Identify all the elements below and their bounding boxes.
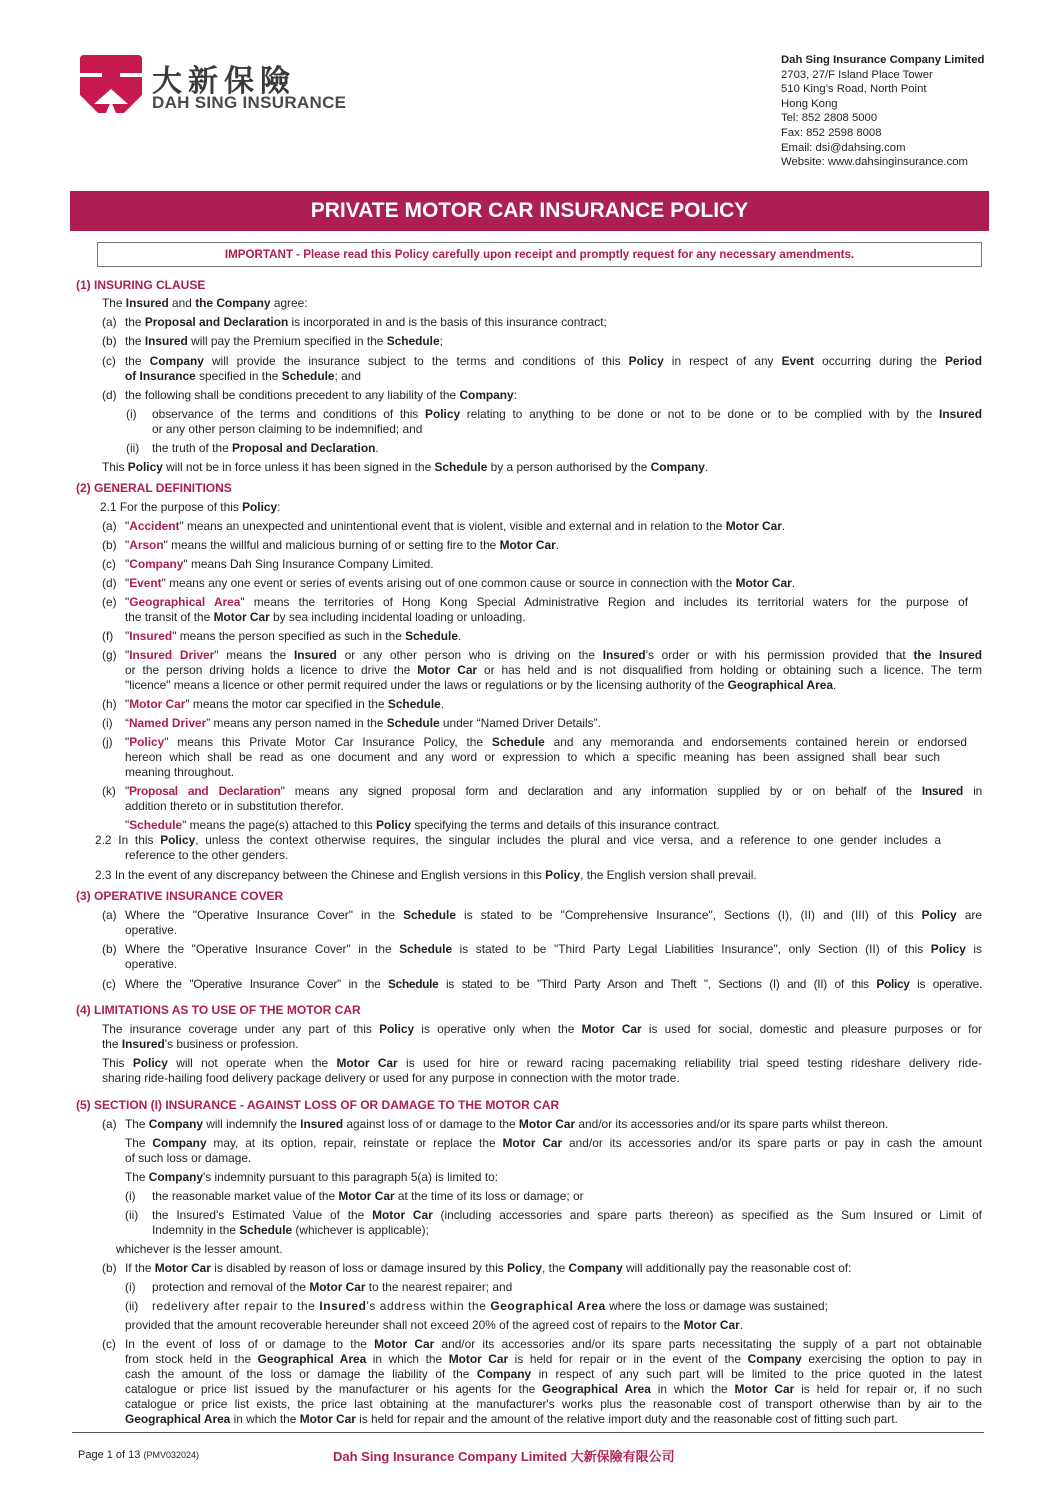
item-label: (b): [102, 538, 117, 552]
clause-text: or any other person claiming to be indemnified; and: [152, 422, 423, 436]
item-label: (a): [102, 315, 117, 329]
item-label: (c): [102, 354, 116, 368]
definition-motor-car: "Motor Car" means the motor car specified in the Schedule.: [125, 697, 445, 711]
clause-text: The Insured and the Company agree:: [102, 296, 308, 310]
clause-text: the Insured's business or profession.: [102, 1037, 299, 1051]
page-number: Page 1 of 13 (PMV032024): [78, 1449, 199, 1461]
clause-text: "licence" means a licence or other permit required under the laws or regulations or by the licensing authority of the Geographical Area.: [125, 678, 837, 692]
dah-sing-logo-icon: [80, 55, 142, 113]
footer-company-name: Dah Sing Insurance Company Limited 大新保險有限公司: [333, 1449, 675, 1464]
item-label: (b): [102, 1261, 117, 1275]
clause-text: operative.: [125, 923, 178, 937]
definition-insured-driver: "Insured Driver" means the Insured or any other person who is driving on the Insured's order or with his permission provided that the Insured: [125, 648, 982, 662]
address-line: 510 King’s Road, North Point: [781, 83, 927, 96]
clause-text: reference to the other genders.: [125, 848, 289, 862]
clause-text: 2.3 In the event of any discrepancy between the Chinese and English versions in this Policy, the English version shall prevail.: [95, 868, 757, 882]
clause-text: The Company will indemnify the Insured against loss of or damage to the Motor Car and/or its accessories and/or its spare parts whilst thereon.: [125, 1117, 889, 1131]
clause-text: the Insured's Estimated Value of the Motor Car (including accessories and spare parts thereon) as specified as the Sum Insured or Limit of: [152, 1208, 982, 1222]
clause-text: Where the "Operative Insurance Cover" in the Schedule is stated to be "Third Party Legal Liabilities Insurance", only Section (II) of this Policy is: [125, 942, 982, 956]
clause-text: protection and removal of the Motor Car to the nearest repairer; and: [152, 1280, 513, 1294]
item-label: (g): [102, 648, 117, 662]
clause-text: Where the "Operative Insurance Cover" in the Schedule is stated to be "Comprehensive Insurance", Sections (I), (II) and (III) of this Policy are: [125, 908, 982, 922]
clause-text: whichever is the lesser amount.: [116, 1242, 283, 1256]
section-2-heading: (2) GENERAL DEFINITIONS: [76, 481, 232, 495]
clause-text: the reasonable market value of the Motor Car at the time of its loss or damage; or: [152, 1189, 584, 1203]
definition-named-driver: “Named Driver” means any person named in the Schedule under “Named Driver Details”.: [125, 716, 601, 730]
clause-text: from stock held in the Geographical Area in which the Motor Car is held for repair or in the event of the Company exercising the option to pay in: [125, 1352, 983, 1366]
clause-text: This Policy will not operate when the Motor Car is used for hire or reward racing pacemaking reliability trial speed testing rideshare delivery ride-: [102, 1056, 982, 1070]
clause-text: redelivery after repair to the Insured's address within the Geographical Area where the loss or damage was sustained;: [152, 1299, 828, 1313]
policy-title: PRIVATE MOTOR CAR INSURANCE POLICY: [70, 191, 989, 231]
definition-insured: "Insured" means the person specified as such in the Schedule.: [125, 629, 462, 643]
clause-text: the transit of the Motor Car by sea including incidental loading or unloading.: [125, 610, 526, 624]
clause-text: In the event of loss of or damage to the Motor Car and/or its accessories and/or its spare parts necessitating the supply of a part not obtainable: [125, 1337, 982, 1351]
clause-text: Indemnity in the Schedule (whichever is applicable);: [152, 1223, 429, 1237]
clause-text: Geographical Area in which the Motor Car is held for repair and the amount of the relative import duty and the reasonable cost of fitting such part.: [125, 1412, 898, 1426]
clause-text: meaning throughout.: [125, 765, 235, 779]
logo-chinese-name: 大新保險: [152, 64, 296, 99]
definition-arson: "Arson" means the willful and malicious burning of or setting fire to the Motor Car.: [125, 538, 560, 552]
item-label: (a): [102, 519, 117, 533]
clause-text: of Insurance specified in the Schedule; and: [125, 369, 361, 383]
item-label: (c): [102, 1337, 116, 1351]
company-name: Dah Sing Insurance Company Limited: [781, 54, 985, 66]
item-label: (c): [102, 977, 116, 991]
logo-english-name: DAH SING INSURANCE: [152, 93, 347, 112]
section-3-heading: (3) OPERATIVE INSURANCE COVER: [76, 889, 284, 903]
clause-text: 2.1 For the purpose of this Policy:: [100, 500, 281, 514]
clause-text: catalogue or price list exists, the price last obtaining at the manufacturer's works plus the reasonable cost of transport otherwise than by air to the: [125, 1397, 982, 1411]
important-notice: IMPORTANT - Please read this Policy carefully upon receipt and promptly request for any necessary amendments.: [97, 242, 982, 267]
clause-text: of such loss or damage.: [125, 1151, 252, 1165]
item-label: (i): [102, 716, 113, 730]
clause-text: addition thereto or in substitution therefor.: [125, 799, 344, 813]
form-code: (PMV032024): [143, 1450, 199, 1460]
definition-company: "Company" means Dah Sing Insurance Company Limited.: [125, 557, 434, 571]
item-label: (j): [102, 735, 113, 749]
item-label: (ii): [125, 1208, 139, 1222]
item-label: (ii): [126, 441, 140, 455]
item-label: (k): [102, 784, 116, 798]
clause-text: hereon which shall be read as one document and any word or expression to which a specific meaning has been assigned shall bear such: [125, 750, 940, 764]
item-label: (ii): [125, 1299, 139, 1313]
clause-text: catalogue or price list issued by the manufacturer or his agents for the Geographical Area in which the Motor Car is held for repair or, if no such: [125, 1382, 983, 1396]
address-line: 2703, 27/F Island Place Tower: [781, 68, 933, 81]
item-label: (b): [102, 942, 117, 956]
item-label: (c): [102, 557, 116, 571]
item-label: (d): [102, 576, 117, 590]
email: Email: dsi@dahsing.com: [781, 141, 906, 154]
clause-text: The insurance coverage under any part of this Policy is operative only when the Motor Car is used for social, domestic and pleasure purposes or for: [102, 1022, 983, 1036]
item-label: (i): [125, 1280, 136, 1294]
item-label: (a): [102, 1117, 117, 1131]
clause-text: the truth of the Proposal and Declaration.: [152, 441, 379, 455]
definition-proposal: "Proposal and Declaration" means any signed proposal form and declaration and any information supplied by or on behalf of the Insured in: [125, 784, 982, 798]
clause-text: the Proposal and Declaration is incorporated in and is the basis of this insurance contract;: [125, 315, 607, 329]
section-1-heading: (1) INSURING CLAUSE: [76, 278, 206, 292]
clause-text: observance of the terms and conditions of this Policy relating to anything to be done or not to be done or to be complied with by the Insured: [152, 407, 982, 421]
clause-text: The Company may, at its option, repair, reinstate or replace the Motor Car and/or its accessories and/or its spare parts or pay in cash the amount: [125, 1136, 983, 1150]
section-5-heading: (5) SECTION (I) INSURANCE - AGAINST LOSS OF OR DAMAGE TO THE MOTOR CAR: [76, 1098, 560, 1112]
clause-text: cash the amount of the loss or damage the liability of the Company in respect of any such part will be limited to the price quoted in the latest: [125, 1367, 982, 1381]
clause-text: Where the "Operative Insurance Cover" in the Schedule is stated to be "Third Party Arson and Theft ", Sections (I) and (II) of this Policy is operative.: [125, 977, 982, 991]
item-label: (a): [102, 908, 117, 922]
item-label: (i): [126, 407, 137, 421]
clause-text: 2.2 In this Policy, unless the context otherwise requires, the singular includes the plural and vice versa, and a reference to one gender includes a: [95, 833, 941, 847]
item-label: (h): [102, 697, 117, 711]
clause-text: sharing ride-hailing food delivery package delivery or used for any purpose in connection with the motor trade.: [102, 1071, 680, 1085]
definition-schedule: "Schedule" means the page(s) attached to this Policy specifying the terms and details of this insurance contract.: [125, 818, 720, 832]
definition-accident: "Accident" means an unexpected and unintentional event that is violent, visible and external and in relation to the Motor Car.: [125, 519, 786, 533]
footer-divider: [72, 1432, 984, 1433]
address-line: Hong Kong: [781, 97, 838, 110]
definition-event: "Event" means any one event or series of events arising out of one common cause or source in connection with the Motor Car.: [125, 576, 796, 590]
item-label: (i): [125, 1189, 136, 1203]
definition-policy: "Policy" means this Private Motor Car Insurance Policy, the Schedule and any memoranda and endorsements contained herein or endorsed: [125, 735, 967, 749]
clause-text: the Company will provide the insurance subject to the terms and conditions of this Policy in respect of any Event occurring during the Period: [125, 354, 982, 368]
clause-text: The Company's indemnity pursuant to this paragraph 5(a) is limited to:: [125, 1170, 499, 1184]
clause-text: the following shall be conditions precedent to any liability of the Company:: [125, 388, 517, 402]
fax: Fax: 852 2598 8008: [781, 126, 882, 139]
clause-text: the Insured will pay the Premium specified in the Schedule;: [125, 334, 443, 348]
section-4-heading: (4) LIMITATIONS AS TO USE OF THE MOTOR CAR: [76, 1003, 361, 1017]
item-label: (b): [102, 334, 117, 348]
clause-text: operative.: [125, 957, 178, 971]
item-label: (e): [102, 595, 117, 609]
item-label: (d): [102, 388, 117, 402]
item-label: (f): [102, 629, 114, 643]
clause-text: If the Motor Car is disabled by reason of loss or damage insured by this Policy, the Company will additionally pay the reasonable cost of:: [125, 1261, 852, 1275]
clause-text: This Policy will not be in force unless it has been signed in the Schedule by a person authorised by the Company.: [102, 460, 709, 474]
clause-text: provided that the amount recoverable hereunder shall not exceed 20% of the agreed cost of repairs to the Motor Car.: [125, 1318, 744, 1332]
telephone: Tel: 852 2808 5000: [781, 112, 878, 125]
clause-text: or the person driving holds a licence to drive the Motor Car or has held and is not disqualified from holding or obtaining such a licence. The term: [125, 663, 982, 677]
company-contact-block: [781, 53, 984, 170]
website: Website: www.dahsinginsurance.com: [781, 156, 968, 169]
definition-geographical-area: "Geographical Area" means the territories of Hong Kong Special Administrative Region and includes its territorial waters for the purpose of: [125, 595, 969, 609]
